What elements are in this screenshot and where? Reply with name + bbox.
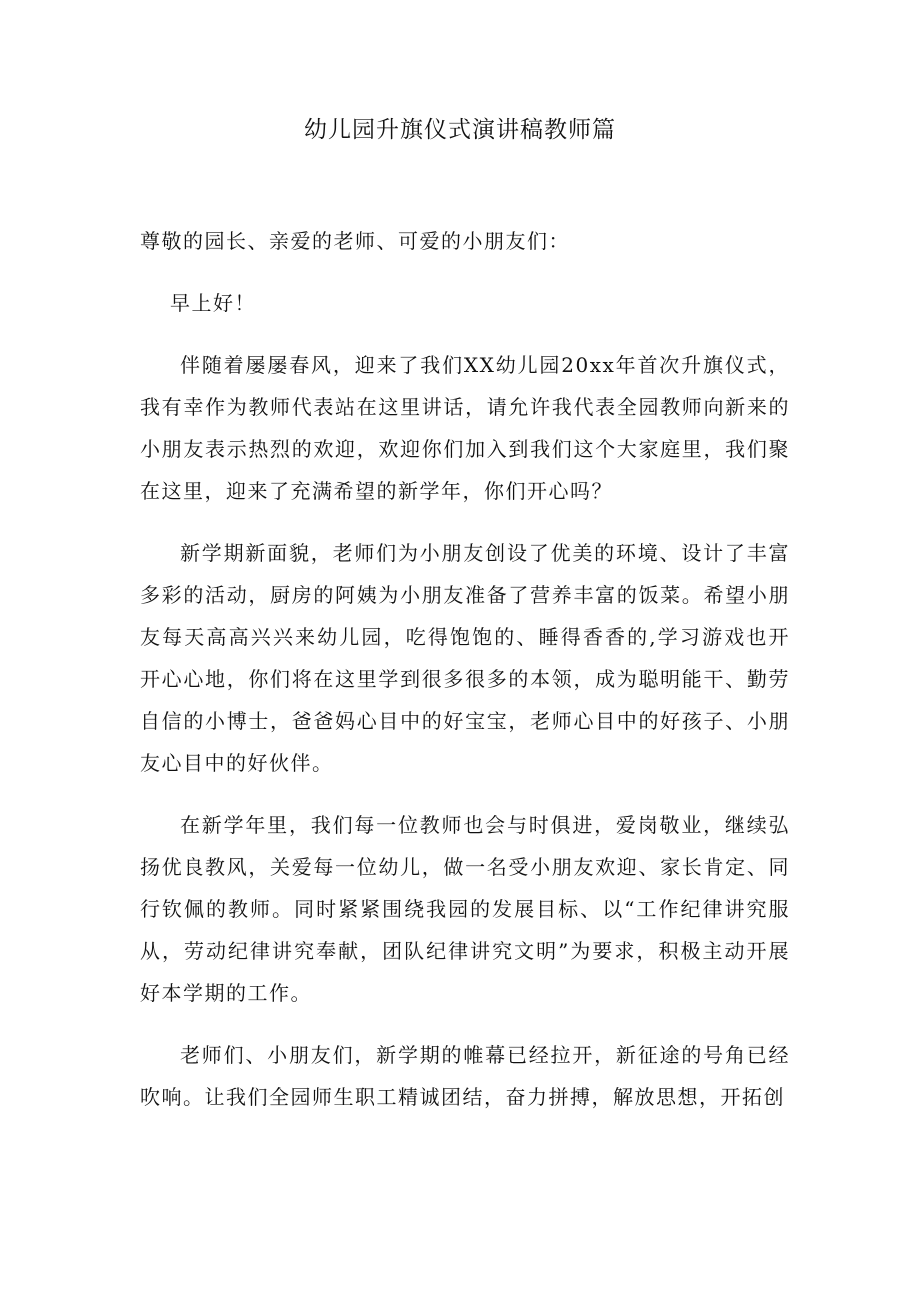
greeting: 早上好！ <box>170 291 256 315</box>
paragraph-4: 老师们、小朋友们，新学期的帷幕已经拉开，新征途的号角已经吹响。让我们全园师生职工精诚团结，奋力拼搏，解放思想，开拓创 <box>140 1043 790 1109</box>
paragraph-2: 新学期新面貌，老师们为小朋友创设了优美的环境、设计了丰富多彩的活动，厨房的阿姨为小朋友准备了营养丰富的饭菜。希望小朋友每天高高兴兴来幼儿园，吃得饱饱的、睡得香香的,学习游戏也开开心心地，你们将在这里学到很多很多的本领，成为聪明能干、勤劳自信的小博士，爸爸妈心目中的好宝宝，老师心目中的好孩子、小朋友心目中的好伙伴。 <box>140 541 790 775</box>
salutation: 尊敬的园长、亲爱的老师、可爱的小朋友们： <box>140 229 570 253</box>
document-body <box>140 220 790 1138</box>
paragraph-1: 伴随着屡屡春风，迎来了我们XX幼儿园20xx年首次升旗仪式，我有幸作为教师代表站在这里讲话，请允许我代表全园教师向新来的小朋友表示热烈的欢迎，欢迎你们加入到我们这个大家庭里，我们聚在这里，迎来了充满希望的新学年，你们开心吗？ <box>140 353 790 503</box>
paragraph-3: 在新学年里，我们每一位教师也会与时俱进，爱岗敬业，继续弘扬优良教风，关爱每一位幼儿，做一名受小朋友欢迎、家长肯定、同行钦佩的教师。同时紧紧围绕我园的发展目标、以“工作纪律讲究服从，劳动纪律讲究奉献，团队纪律讲究文明”为要求，积极主动开展好本学期的工作。 <box>140 813 790 1005</box>
document-title: 幼儿园升旗仪式演讲稿教师篇 <box>304 117 616 143</box>
